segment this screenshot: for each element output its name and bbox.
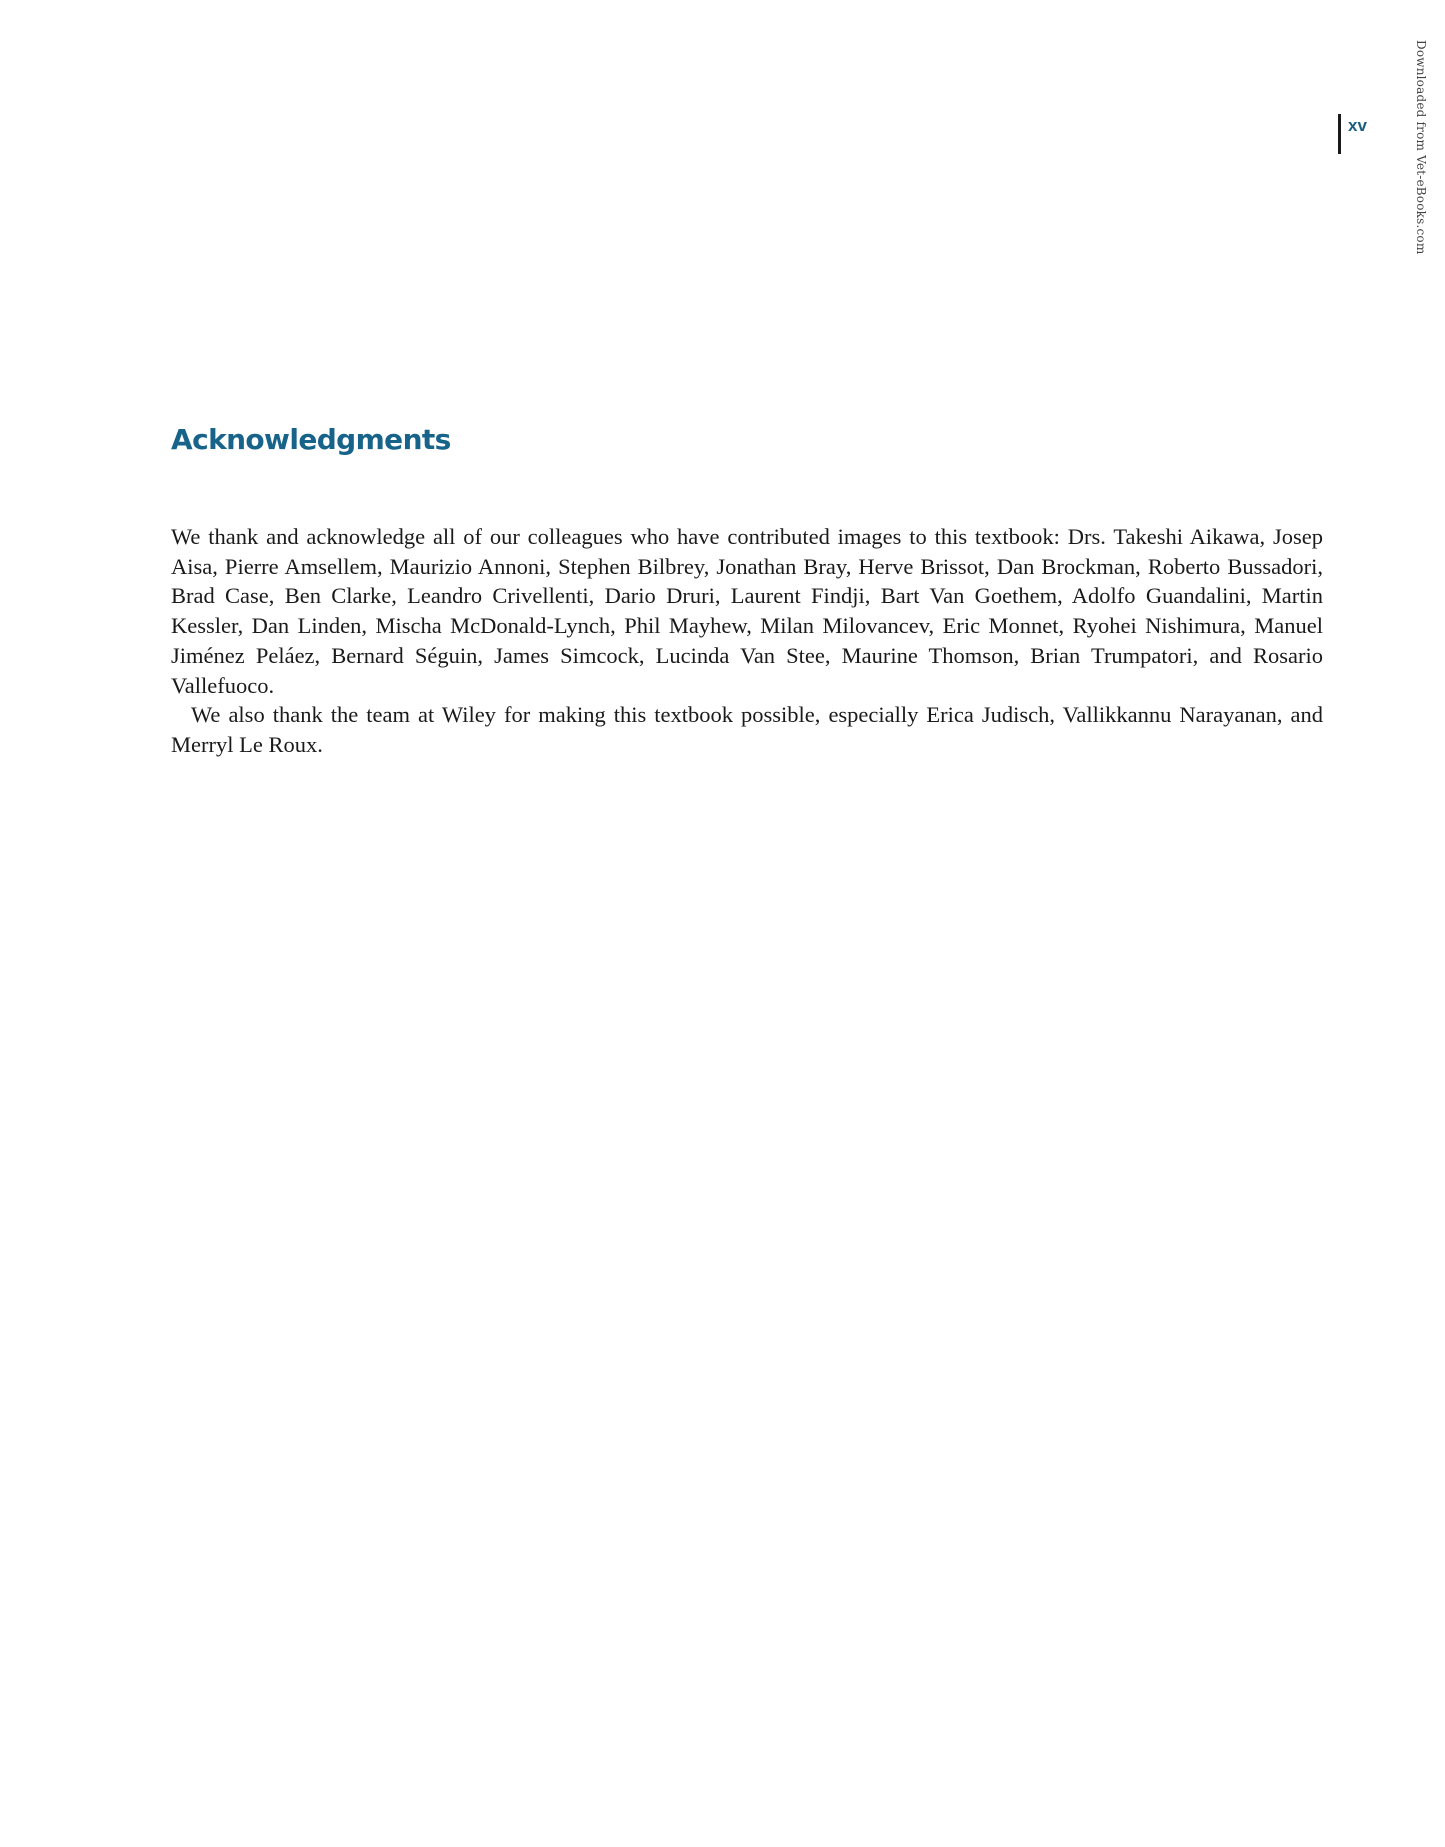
- paragraph-contributors: We thank and acknowledge all of our colleagues who have contributed images to this textbook: Drs. Takeshi Aikawa, Josep Aisa, Pierre Amsellem, Maurizio Annoni, Stephen Bilbrey, Jonathan Bray, Herve Brissot, Dan Brockman, Roberto Bussadori, Brad Case, Ben Clarke, Leandro Crivellenti, Dario Druri, Laurent Findji, Bart Van Goethem, Adolfo Guandalini, Martin Kessler, Dan Linden, Mischa McDonald-Lynch, Phil Mayhew, Milan Milovancev, Eric Monnet, Ryohei Nishimura, Manuel Jiménez Peláez, Bernard Séguin, James Simcock, Lucinda Van Stee, Maurine Thomson, Brian Trumpatori, and Rosario Vallefuoco.: [171, 524, 1323, 698]
- folio-divider: [1338, 114, 1341, 154]
- page-title: Acknowledgments: [171, 423, 451, 456]
- side-watermark: [1410, 40, 1430, 255]
- paragraph-publisher-thanks: We also thank the team at Wiley for making this textbook possible, especially Erica Judisch, Vallikkannu Narayanan, and Merryl Le Roux.: [171, 702, 1323, 757]
- watermark-text: Downloaded from Vet-eBooks.com: [1414, 40, 1428, 255]
- page-number: xv: [1348, 116, 1367, 135]
- body-text: [171, 522, 1323, 760]
